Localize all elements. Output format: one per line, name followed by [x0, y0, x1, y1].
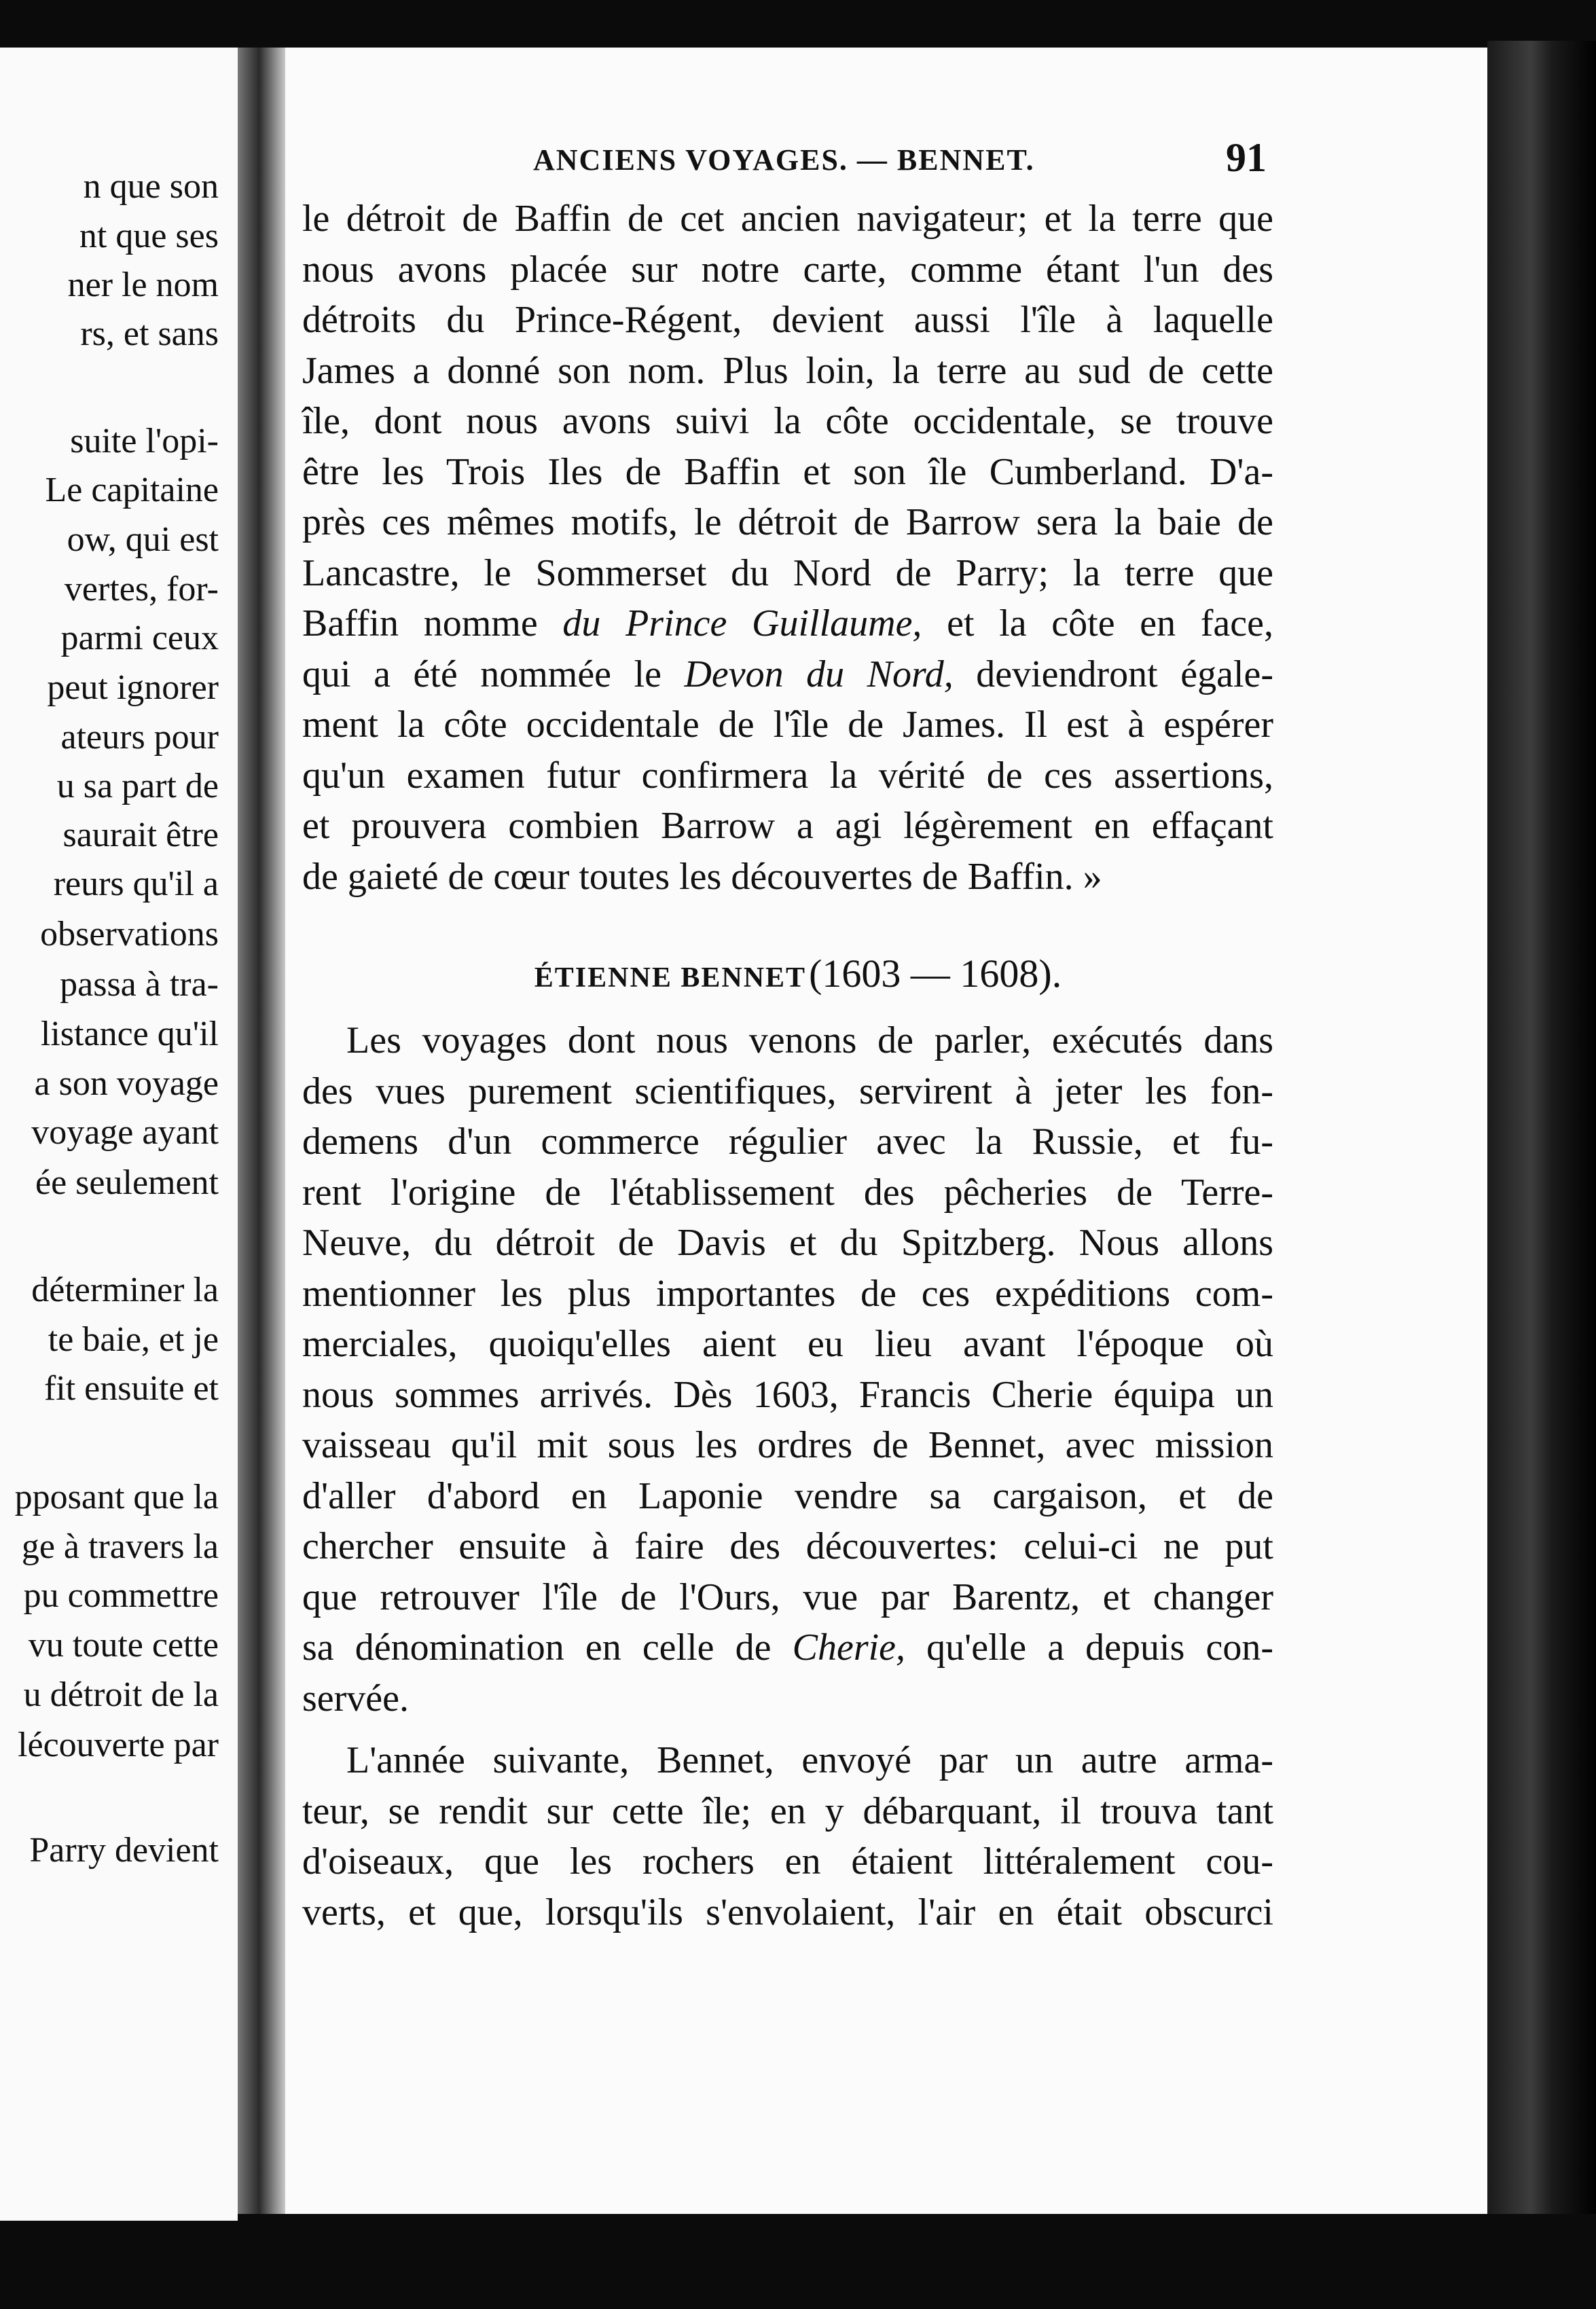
italic-run: Devon du Nord,	[684, 653, 954, 695]
left-page-line: ow, qui est	[67, 520, 219, 559]
left-page-line: u sa part de	[56, 767, 219, 805]
left-page-line: peut ignorer	[47, 668, 219, 707]
left-page-line: rs, et sans	[80, 314, 219, 353]
left-page-line: reurs qu'il a	[53, 865, 219, 903]
left-page-line: ge à travers la	[21, 1527, 219, 1566]
left-page-line: n que son	[83, 167, 219, 206]
left-page-line: passa à tra-	[60, 965, 219, 1004]
paragraph2-line: Neuve, du détroit de Davis et du Spitzberg. Nous allons	[302, 1222, 1273, 1264]
paragraph1-line: le détroit de Baffin de cet ancien navigateur; et la terre que	[302, 198, 1273, 240]
section-name: ÉTIENNE BENNET	[534, 962, 807, 994]
section-heading	[0, 951, 1596, 996]
paragraph2-line: nous sommes arrivés. Dès 1603, Francis Cherie équipa un	[302, 1373, 1273, 1416]
paragraph1-line: et prouvera combien Barrow a agi légèrement en effaçant	[302, 805, 1273, 847]
paragraph3-line: L'année suivante, Bennet, envoyé par un autre arma-	[346, 1739, 1273, 1781]
left-page-line: lécouverte par	[18, 1726, 219, 1764]
paragraph2-line: servée.	[302, 1677, 410, 1720]
paragraph1-line: Lancastre, le Sommerset du Nord de Parry; la terre que	[302, 551, 1273, 594]
text-run: qu'elle a depuis con-	[905, 1626, 1274, 1669]
left-page-line: te baie, et je	[48, 1320, 219, 1359]
paragraph1-line: île, dont nous avons suivi la côte occidentale, se trouve	[302, 400, 1273, 442]
text-run: deviendront égale-	[953, 653, 1274, 695]
left-page-line: Le capitaine	[45, 471, 219, 509]
left-page-line: pu commettre	[23, 1576, 219, 1615]
left-page-line: vu toute cette	[28, 1626, 219, 1665]
paragraph1-line: James a donné son nom. Plus loin, la terre au sud de cette	[302, 349, 1273, 392]
text-run: sa dénomination en celle de	[302, 1626, 793, 1669]
section-years: (1603 — 1608).	[809, 951, 1062, 996]
left-page-line: Parry devient	[29, 1831, 219, 1870]
book-edge	[1487, 41, 1596, 2214]
left-page-line: ateurs pour	[60, 718, 219, 757]
paragraph1-line: être les Trois Iles de Baffin et son île Cumberland. D'a-	[302, 450, 1273, 493]
paragraph3-line: teur, se rendit sur cette île; en y débarquant, il trouva tant	[302, 1789, 1273, 1832]
paragraph2-line: des vues purement scientifiques, servirent à jeter les fon-	[302, 1070, 1273, 1112]
paragraph1-line: détroits du Prince-Régent, devient aussi l'île à laquelle	[302, 299, 1273, 341]
left-page-line: vertes, for-	[64, 570, 219, 608]
italic-run: Cherie,	[792, 1626, 906, 1669]
paragraph1-line	[302, 653, 1273, 696]
paragraph1-line: ment la côte occidentale de l'île de James. Il est à espérer	[302, 704, 1273, 746]
paragraph2-line: d'aller d'abord en Laponie vendre sa cargaison, et de	[302, 1474, 1273, 1517]
left-page-line: listance qu'il	[40, 1015, 219, 1053]
paragraph2-line	[302, 1626, 1273, 1669]
left-page-line: déterminer la	[31, 1271, 219, 1309]
paragraph2-line: vaisseau qu'il mit sous les ordres de Bennet, avec mission	[302, 1424, 1273, 1466]
left-page-line: voyage ayant	[31, 1113, 219, 1152]
left-page	[0, 48, 238, 2221]
text-run: et la côte en face,	[922, 602, 1273, 644]
paragraph3-line: d'oiseaux, que les rochers en étaient littéralement cou-	[302, 1840, 1273, 1883]
paragraph2-line: que retrouver l'île de l'Ours, vue par Barentz, et changer	[302, 1576, 1273, 1618]
left-page-line: observations	[40, 915, 219, 953]
paragraph2-line: merciales, quoiqu'elles aient eu lieu avant l'époque où	[302, 1323, 1273, 1365]
paragraph1-line: près ces mêmes motifs, le détroit de Barrow sera la baie de	[302, 501, 1273, 543]
italic-run: du Prince Guillaume,	[562, 602, 922, 644]
left-page-line: ée seulement	[35, 1163, 219, 1202]
left-page-line: ner le nom	[67, 266, 219, 304]
paragraph2-line: Les voyages dont nous venons de parler, exécutés dans	[346, 1019, 1273, 1061]
paragraph3-line: verts, et que, lorsqu'ils s'envolaient, l'air en était obscurci	[302, 1891, 1273, 1933]
text-run: Baffin nomme	[302, 602, 563, 644]
paragraph1-line	[302, 602, 1273, 645]
running-title: ANCIENS VOYAGES. — BENNET.	[533, 143, 1035, 177]
paragraph1-line: nous avons placée sur notre carte, comme étant l'un des	[302, 248, 1273, 291]
paragraph1-line: de gaieté de cœur toutes les découvertes de Baffin. »	[302, 855, 1102, 898]
left-page-line: parmi ceux	[60, 619, 219, 657]
paragraph1-line: qu'un examen futur confirmera la vérité de ces assertions,	[302, 754, 1273, 797]
page-number: 91	[1226, 135, 1267, 180]
left-page-line: saurait être	[62, 816, 219, 854]
left-page-line: nt que ses	[79, 217, 219, 255]
paragraph2-line: rent l'origine de l'établissement des pêcheries de Terre-	[302, 1171, 1273, 1214]
text-run: qui a été nommée le	[302, 653, 685, 695]
paragraph2-line: mentionner les plus importantes de ces expéditions com-	[302, 1272, 1273, 1315]
left-page-line: pposant que la	[14, 1478, 219, 1516]
left-page-line: u détroit de la	[23, 1675, 219, 1714]
left-page-line: fit ensuite et	[43, 1369, 219, 1408]
paragraph2-line: demens d'un commerce régulier avec la Russie, et fu-	[302, 1121, 1273, 1163]
left-page-line: a son voyage	[34, 1064, 219, 1103]
book-gutter	[238, 48, 285, 2214]
left-page-line: suite l'opi-	[70, 422, 219, 460]
paragraph2-line: chercher ensuite à faire des découvertes: celui-ci ne put	[302, 1525, 1273, 1567]
